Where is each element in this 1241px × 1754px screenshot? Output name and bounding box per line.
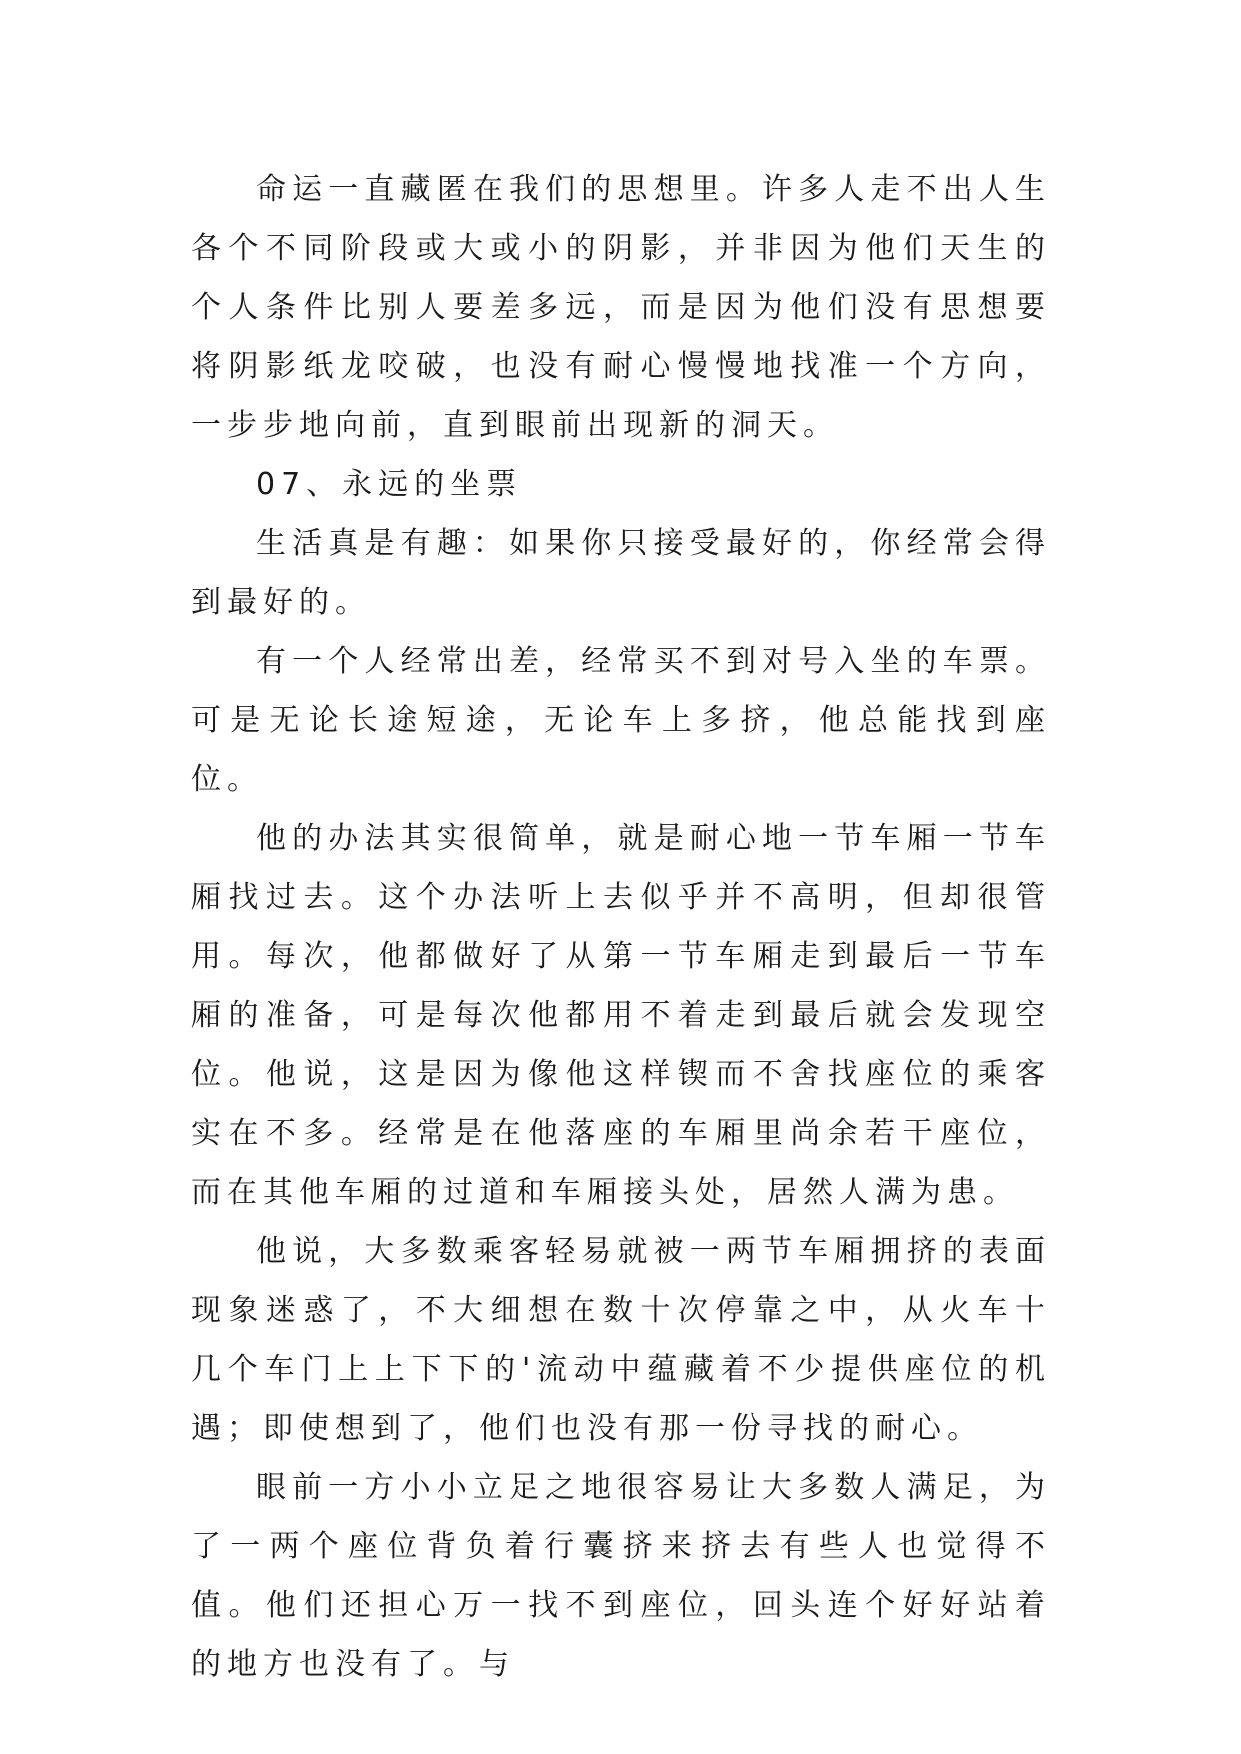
paragraph-fate: 命运一直藏匿在我们的思想里。许多人走不出人生各个不同阶段或大或小的阴影，并非因为他们天生的个人条件比别人要差多远，而是因为他们没有思想要将阴影纸龙咬破，也没有耐心慢慢地找准一个方向，一步步地向前，直到眼前出现新的洞天。 [191, 172, 1051, 443]
paragraph-passengers: 他说，大多数乘客轻易就被一两节车厢拥挤的表面现象迷惑了，不大细想在数十次停靠之中，从火车十几个车门上上下下的'流动中蕴藏着不少提供座位的机遇；即使想到了，他们也没有那一份寻找的耐心。 [191, 1234, 1051, 1446]
article-body [191, 160, 1051, 1694]
paragraph-business-trip: 有一个人经常出差，经常买不到对号入坐的车票。可是无论长途短途，无论车上多挤，他总能找到座位。 [191, 644, 1051, 797]
paragraph-contentment: 眼前一方小小立足之地很容易让大多数人满足，为了一两个座位背负着行囊挤来挤去有些人也觉得不值。他们还担心万一找不到座位，回头连个好好站着的地方也没有了。与 [191, 1470, 1051, 1682]
paragraph-method: 他的办法其实很简单，就是耐心地一节车厢一节车厢找过去。这个办法听上去似乎并不高明，但却很管用。每次，他都做好了从第一节车厢走到最后一节车厢的准备，可是每次他都用不着走到最后就会发现空位。他说，这是因为像他这样锲而不舍找座位的乘客实在不多。经常是在他落座的车厢里尚余若干座位，而在其他车厢的过道和车厢接头处，居然人满为患。 [191, 821, 1051, 1210]
section-heading: 07、永远的坐票 [256, 467, 523, 502]
paragraph-life-interesting: 生活真是有趣：如果你只接受最好的，你经常会得到最好的。 [191, 526, 1051, 620]
